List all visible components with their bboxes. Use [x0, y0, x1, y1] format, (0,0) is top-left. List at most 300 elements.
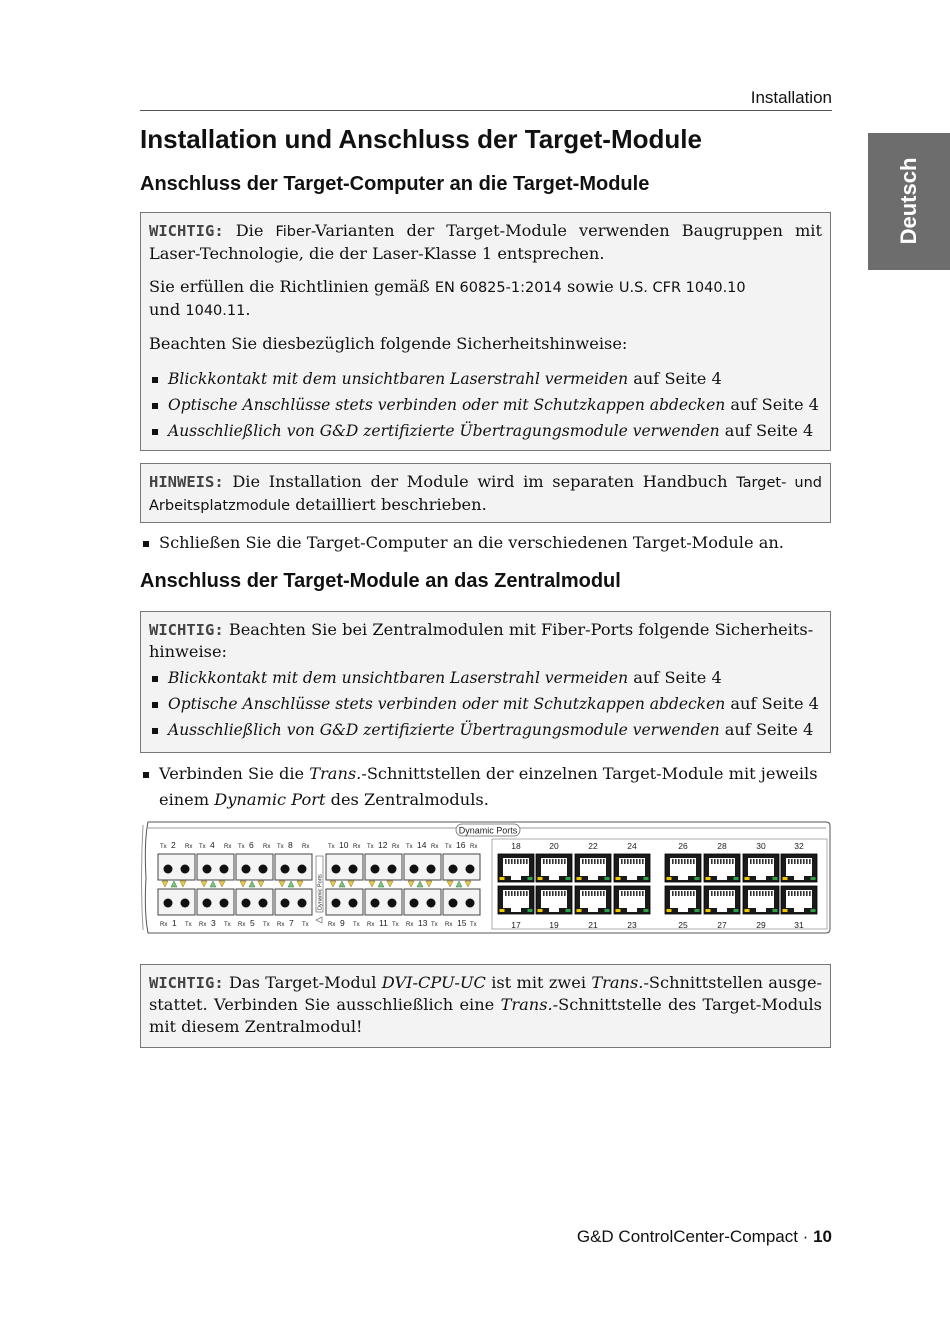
link-led	[706, 877, 711, 880]
rj45-latch	[588, 908, 598, 912]
rj45-pin	[768, 859, 770, 864]
rj45-pin	[759, 859, 761, 864]
rj45-pin	[788, 891, 790, 896]
activity-led	[773, 909, 778, 912]
fiber-connector	[298, 899, 307, 908]
cross-reference-link[interactable]: Blickkontakt mit dem unsichtbaren Laserstrahl vermeiden	[168, 669, 629, 687]
fiber-connector	[164, 865, 173, 874]
rj45-pin	[594, 891, 596, 896]
port-number-label: 7	[289, 918, 294, 928]
rj45-pin	[672, 891, 674, 896]
port-number-label: 32	[794, 841, 804, 851]
rj45-pin	[603, 859, 605, 864]
fiber-connector	[449, 899, 458, 908]
rj45-pin	[511, 859, 513, 864]
rj45-pin	[564, 891, 566, 896]
rj45-pin	[582, 859, 584, 864]
rj45-pin	[711, 891, 713, 896]
rj45-pin	[591, 859, 593, 864]
rj45-pin	[693, 859, 695, 864]
rj45-latch	[717, 908, 727, 912]
rj45-pin	[517, 891, 519, 896]
rj45-pin	[809, 859, 811, 864]
activity-led	[811, 909, 816, 912]
rj45-pin	[624, 891, 626, 896]
rx-label: Rx	[160, 922, 168, 928]
tx-label: Tx	[199, 844, 206, 850]
tx-label: Tx	[406, 844, 413, 850]
rj45-socket	[503, 890, 529, 908]
port-number-label: 9	[340, 918, 345, 928]
page-ref: auf Seite 4	[724, 720, 814, 739]
fiber-connector	[203, 865, 212, 874]
fiber-port-top	[365, 854, 402, 880]
cross-reference-link[interactable]: Ausschließlich von G&D zertifizierte Übertragungsmodule verwenden	[168, 721, 720, 739]
rj45-pin	[723, 891, 725, 896]
fiber-port-bottom	[365, 889, 402, 915]
text: Die	[235, 221, 264, 240]
rj45-pin	[681, 859, 683, 864]
page-title: Installation und Anschluss der Target-Module	[140, 124, 702, 154]
port-number-label: 4	[210, 840, 215, 850]
rj45-pin	[672, 859, 674, 864]
activity-led	[695, 909, 700, 912]
tx-label: Tx	[224, 922, 231, 928]
link-led	[500, 877, 505, 880]
rj45-pin	[720, 859, 722, 864]
link-led	[706, 909, 711, 912]
fiber-connector	[371, 899, 380, 908]
side-label: Dynamic Ports	[317, 874, 324, 910]
text: -Varianten der Target-Module verwenden Baugruppen mit Laser-Technologie, die der Laser-Klasse 1 entsprechen.	[149, 221, 822, 263]
page-ref: auf Seite 4	[633, 369, 722, 388]
fiber-connector	[164, 899, 173, 908]
port-number-label: 11	[379, 918, 388, 928]
rj45-pin	[756, 891, 758, 896]
port-number-label: 18	[511, 841, 521, 851]
rj45-latch	[717, 876, 727, 880]
fiber-connector	[220, 899, 229, 908]
module-name: DVI-CPU-UC	[381, 973, 486, 992]
fiber-port-top	[326, 854, 363, 880]
fiber-port-bottom	[326, 889, 363, 915]
text: Das Target-Modul	[229, 973, 377, 992]
fiber-connector	[281, 899, 290, 908]
rj45-pin	[564, 859, 566, 864]
rj45-pin	[627, 891, 629, 896]
link-led	[745, 909, 750, 912]
fiber-port-top	[404, 854, 441, 880]
important-box-dvi-cpu-uc	[140, 964, 831, 1048]
fiber-connector	[410, 865, 419, 874]
activity-led	[566, 909, 571, 912]
rj45-pin	[803, 859, 805, 864]
tx-label: Tx	[470, 922, 477, 928]
rx-label: Rx	[367, 922, 375, 928]
fiber-connector	[466, 899, 475, 908]
rx-label: Rx	[353, 844, 361, 850]
rj45-pin	[794, 891, 796, 896]
activity-led	[773, 877, 778, 880]
rj45-pin	[771, 859, 773, 864]
term: Trans.	[309, 764, 362, 783]
fiber-connector	[349, 899, 358, 908]
rj45-latch	[549, 908, 559, 912]
rj45-pin	[714, 859, 716, 864]
text: Sie erfüllen die Richtlinien gemäß	[149, 277, 430, 296]
port-number-label: 14	[417, 840, 427, 850]
list-item	[149, 717, 822, 743]
rx-label: Rx	[277, 922, 285, 928]
rj45-socket	[786, 858, 812, 876]
link-led	[783, 877, 788, 880]
page-ref: auf Seite 4	[730, 694, 819, 713]
manual-title: Target- und Arbeitsplatzmodule	[149, 475, 822, 514]
rj45-pin	[588, 891, 590, 896]
rj45-pin	[675, 859, 677, 864]
rj45-pin	[588, 859, 590, 864]
fiber-connector	[388, 865, 397, 874]
port-number-label: 15	[457, 918, 467, 928]
fiber-connector	[281, 865, 290, 874]
safety-list	[149, 366, 822, 444]
rj45-pin	[552, 859, 554, 864]
link-led	[745, 877, 750, 880]
cross-reference-link[interactable]: Optische Anschlüsse stets verbinden oder mit Schutzkappen abdecken	[168, 695, 726, 713]
standard-term: 1040.11	[185, 303, 246, 319]
important-box-fiber-ports	[140, 611, 831, 753]
rj45-pin	[520, 891, 522, 896]
page-ref: auf Seite 4	[633, 668, 722, 687]
port-number-label: 27	[717, 920, 727, 930]
rj45-pin	[726, 859, 728, 864]
rj45-socket	[748, 890, 774, 908]
rj45-pin	[561, 891, 563, 896]
important-paragraph	[149, 619, 822, 663]
rj45-pin	[630, 859, 632, 864]
rj45-pin	[585, 859, 587, 864]
activity-led	[734, 877, 739, 880]
rj45-pin	[720, 891, 722, 896]
rj45-socket	[709, 890, 735, 908]
link-led	[616, 877, 621, 880]
rj45-pin	[797, 859, 799, 864]
rj45-pin	[526, 891, 528, 896]
rj45-pin	[756, 859, 758, 864]
fiber-connector	[332, 865, 341, 874]
rj45-pin	[546, 859, 548, 864]
rj45-pin	[505, 859, 507, 864]
text: des Zentralmoduls.	[330, 790, 489, 809]
fiber-connector	[181, 899, 190, 908]
activity-led	[644, 909, 649, 912]
fiber-port-bottom	[236, 889, 273, 915]
tx-label: Tx	[277, 844, 284, 850]
rj45-pin	[711, 859, 713, 864]
important-paragraph-1	[149, 220, 822, 265]
rj45-pin	[684, 859, 686, 864]
rx-label: Rx	[224, 844, 232, 850]
rx-label: Rx	[431, 844, 439, 850]
tx-label: Tx	[431, 922, 438, 928]
rj45-pin	[809, 891, 811, 896]
tx-label: Tx	[353, 922, 360, 928]
note-label: HINWEIS:	[149, 473, 224, 491]
activity-led	[605, 877, 610, 880]
fiber-connector	[332, 899, 341, 908]
fiber-connector	[242, 899, 251, 908]
rj45-pin	[678, 891, 680, 896]
rj45-socket	[580, 890, 606, 908]
rj45-pin	[603, 891, 605, 896]
rj45-pin	[546, 891, 548, 896]
rj45-pin	[806, 891, 808, 896]
activity-led	[644, 877, 649, 880]
rj45-pin	[753, 859, 755, 864]
tx-label: Tx	[160, 844, 167, 850]
port-number-label: 3	[211, 918, 216, 928]
port-number-label: 29	[756, 920, 766, 930]
rj45-pin	[523, 891, 525, 896]
text: Die Installation der Module wird im separaten Handbuch	[232, 472, 728, 491]
text: detailliert beschrieben.	[295, 495, 487, 514]
rj45-pin	[726, 891, 728, 896]
important-paragraph-3: Beachten Sie diesbezüglich folgende Sicherheitshinweise:	[149, 334, 628, 353]
port-number-label: 26	[678, 841, 688, 851]
cross-reference-link[interactable]: Ausschließlich von G&D zertifizierte Übertragungsmodule verwenden	[168, 422, 720, 440]
rj45-pin	[791, 859, 793, 864]
rj45-pin	[549, 891, 551, 896]
port-number-label: 16	[456, 840, 466, 850]
text: sowie	[567, 277, 614, 296]
rj45-socket	[541, 858, 567, 876]
standard-term: EN 60825-1:2014	[434, 280, 562, 296]
rj45-pin	[729, 859, 731, 864]
important-label: WICHTIG:	[149, 974, 224, 992]
page-ref: auf Seite 4	[730, 395, 819, 414]
step-item: Schließen Sie die Target-Computer an die verschiedenen Target-Module an.	[140, 530, 832, 556]
safety-list	[149, 665, 822, 743]
rj45-latch	[678, 908, 688, 912]
link-led	[538, 909, 543, 912]
header-rule	[140, 110, 832, 111]
rj45-pin	[687, 891, 689, 896]
rj45-pin	[627, 859, 629, 864]
rj45-latch	[678, 876, 688, 880]
rj45-pin	[717, 859, 719, 864]
tx-label: Tx	[302, 922, 309, 928]
text: und	[149, 300, 181, 319]
rj45-pin	[555, 891, 557, 896]
rj45-pin	[765, 859, 767, 864]
port-number-label: 23	[627, 920, 637, 930]
link-led	[783, 909, 788, 912]
rj45-pin	[511, 891, 513, 896]
fiber-connector	[388, 899, 397, 908]
port-number-label: 6	[249, 840, 254, 850]
standard-term: U.S. CFR 1040.10	[618, 280, 746, 296]
rj45-pin	[800, 891, 802, 896]
important-paragraph	[149, 972, 822, 1038]
rj45-pin	[732, 859, 734, 864]
activity-led	[811, 877, 816, 880]
rj45-pin	[636, 891, 638, 896]
rx-label: Rx	[445, 922, 453, 928]
rj45-pin	[687, 859, 689, 864]
fiber-connector	[371, 865, 380, 874]
rj45-pin	[621, 891, 623, 896]
important-label: WICHTIG:	[149, 621, 224, 639]
rj45-pin	[693, 891, 695, 896]
rj45-latch	[511, 908, 521, 912]
step-list	[140, 761, 832, 813]
fiber-port-top	[443, 854, 480, 880]
rj45-pin	[621, 859, 623, 864]
rj45-socket	[670, 858, 696, 876]
rx-label: Rx	[263, 844, 271, 850]
text: -Schnittstellen ausge-stattet. Verbinden Sie ausschließlich eine	[149, 973, 822, 1014]
rj45-pin	[505, 891, 507, 896]
rj45-pin	[750, 891, 752, 896]
activity-led	[605, 909, 610, 912]
rj45-latch	[627, 908, 637, 912]
rj45-pin	[508, 891, 510, 896]
rx-label: Rx	[302, 844, 310, 850]
language-tab	[868, 133, 950, 270]
rj45-pin	[788, 859, 790, 864]
port-number-label: 25	[678, 920, 688, 930]
text: -Schnittstellen der einzelnen Target-Module mit jeweils einem	[159, 764, 818, 809]
rj45-pin	[585, 891, 587, 896]
rj45-pin	[681, 891, 683, 896]
text: -Schnittstelle des Target-Moduls mit diesem Zentralmodul!	[149, 995, 822, 1036]
activity-led	[566, 877, 571, 880]
term: Trans.	[591, 973, 644, 992]
dynamic-ports-label: Dynamic Ports	[458, 825, 518, 836]
rj45-pin	[636, 859, 638, 864]
tx-label: Tx	[238, 844, 245, 850]
fiber-connector	[466, 865, 475, 874]
rj45-pin	[803, 891, 805, 896]
rj45-pin	[508, 859, 510, 864]
list-item	[149, 665, 822, 691]
rj45-pin	[750, 859, 752, 864]
port-number-label: 13	[418, 918, 428, 928]
tx-label: Tx	[367, 844, 374, 850]
step-item	[140, 761, 832, 813]
rj45-pin	[597, 859, 599, 864]
term: Trans.	[500, 995, 553, 1014]
text: Beachten Sie bei Zentralmodulen mit Fiber-Ports folgende Sicherheits-hinweise:	[149, 620, 814, 661]
rj45-socket	[541, 890, 567, 908]
rj45-pin	[806, 859, 808, 864]
rx-label: Rx	[406, 922, 414, 928]
port-number-label: 28	[717, 841, 727, 851]
rj45-pin	[639, 891, 641, 896]
rj45-socket	[748, 858, 774, 876]
rj45-pin	[543, 859, 545, 864]
rj45-pin	[624, 859, 626, 864]
rj45-pin	[753, 891, 755, 896]
fiber-port-top	[275, 854, 312, 880]
port-number-label: 19	[549, 920, 559, 930]
rj45-pin	[723, 859, 725, 864]
step-list	[140, 530, 832, 556]
section-heading-central-module: Anschluss der Target-Module an das Zentralmodul	[140, 570, 621, 592]
rj45-pin	[561, 859, 563, 864]
rj45-pin	[714, 891, 716, 896]
rj45-pin	[797, 891, 799, 896]
rj45-pin	[768, 891, 770, 896]
port-number-label: 12	[378, 840, 388, 850]
link-led	[616, 909, 621, 912]
tx-label: Tx	[445, 844, 452, 850]
rj45-pin	[678, 859, 680, 864]
rj45-pin	[791, 891, 793, 896]
rj45-pin	[552, 891, 554, 896]
rx-label: Rx	[238, 922, 246, 928]
fiber-connector	[259, 899, 268, 908]
rj45-pin	[582, 891, 584, 896]
rj45-pin	[762, 891, 764, 896]
activity-led	[734, 909, 739, 912]
rj45-pin	[684, 891, 686, 896]
list-item	[149, 418, 822, 444]
tx-label: Tx	[328, 844, 335, 850]
rj45-socket	[670, 890, 696, 908]
important-paragraph-2	[149, 276, 822, 322]
section-heading-target-computer: Anschluss der Target-Computer an die Target-Module	[140, 173, 650, 195]
rj45-latch	[627, 876, 637, 880]
fiber-term: Fiber	[275, 224, 311, 240]
fiber-connector	[427, 865, 436, 874]
rj45-pin	[639, 859, 641, 864]
fiber-port-bottom	[197, 889, 234, 915]
rj45-pin	[690, 891, 692, 896]
fiber-connector	[259, 865, 268, 874]
rj45-pin	[630, 891, 632, 896]
rj45-latch	[511, 876, 521, 880]
fiber-port-top	[197, 854, 234, 880]
footer-product: G&D ControlCenter-Compact ·	[576, 1227, 809, 1246]
cross-reference-link[interactable]: Optische Anschlüsse stets verbinden oder mit Schutzkappen abdecken	[168, 396, 726, 414]
central-module-rear-panel	[140, 820, 831, 935]
port-number-label: 17	[511, 920, 521, 930]
activity-led	[695, 877, 700, 880]
cross-reference-link[interactable]: Blickkontakt mit dem unsichtbaren Laserstrahl vermeiden	[168, 370, 629, 388]
rj45-pin	[558, 891, 560, 896]
rj45-pin	[526, 859, 528, 864]
port-number-label: 30	[756, 841, 766, 851]
port-number-label: 2	[171, 840, 176, 850]
text: Verbinden Sie die	[159, 764, 305, 783]
link-led	[667, 877, 672, 880]
rj45-socket	[580, 858, 606, 876]
fiber-port-top	[158, 854, 195, 880]
rj45-pin	[633, 859, 635, 864]
rj45-pin	[759, 891, 761, 896]
port-number-label: 5	[250, 918, 255, 928]
port-number-label: 31	[794, 920, 804, 930]
rj45-pin	[514, 859, 516, 864]
page-number: 10	[813, 1227, 832, 1246]
port-number-label: 21	[588, 920, 598, 930]
activity-led	[528, 909, 533, 912]
rx-label: Rx	[470, 844, 478, 850]
rj45-pin	[600, 891, 602, 896]
rx-label: Rx	[185, 844, 193, 850]
tx-label: Tx	[392, 922, 399, 928]
